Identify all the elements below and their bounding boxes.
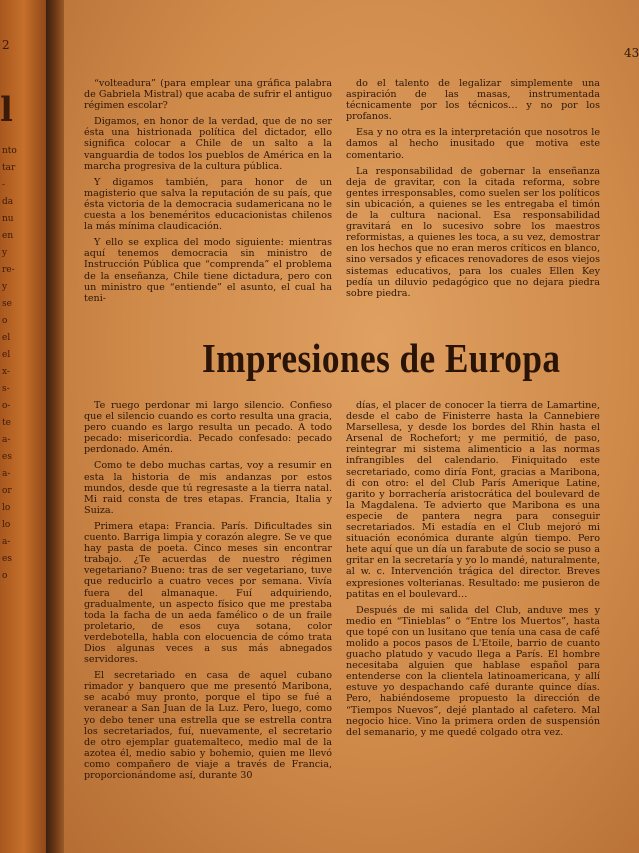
left-page-text-fragment: te [2, 418, 11, 428]
left-page-number: 2 [2, 38, 10, 52]
left-page-text-fragment: or [2, 486, 12, 496]
left-page-text-fragment: el [2, 350, 11, 360]
top-right-paragraph: La responsabilidad de gobernar la enseñanza deja de gravitar, con la citada reforma, sobre gentes irresponsables, como suelen ser los políticos sin ubicación, a quienes se les entregaba el timón de la cultura nacional. Esa responsabilidad gravitará en lo sucesivo sobre los maestros reformistas, a quienes les toca, a su vez, demostrar en los hechos que no eran meros críticos en blanco, sino versados y eficaces renovadores de esos viejos sistemas educativos, para los cuales Ellen Key pedía un diluvio pedagógico que no dejara piedra sobre piedra. [346, 165, 600, 299]
left-page-edge [0, 0, 48, 853]
page-number: 43 [624, 46, 639, 60]
left-page-text-fragment: y [2, 282, 8, 292]
left-page-text-fragment: nto [2, 146, 17, 156]
bottom-left-paragraph: Como te debo muchas cartas, voy a resumir en esta la historia de mis andanzas por estos mundos, desde que tú regresaste a la tierra natal. Mi raid consta de tres etapas. Francia, Italia y Suiza. [84, 460, 332, 516]
left-page-text-fragment: y [2, 248, 8, 258]
left-page-text-fragment: tar [2, 163, 16, 173]
top-right-column [346, 78, 600, 304]
left-page-text-fragment: nu [2, 214, 14, 224]
top-left-column [84, 78, 332, 309]
left-page-text-fragment: en [2, 231, 14, 241]
top-left-paragraph: Y digamos también, para honor de un magisterio que salva la reputación de su país, que ésta victoria de la democracia sudamericana no le cuesta a los beneméritos educacionistas chilenos la más mínima claudicación. [84, 176, 332, 233]
left-page-fragment-large: l [0, 90, 13, 130]
left-page-text-fragment: a- [2, 537, 11, 547]
bottom-right-column [346, 400, 600, 743]
left-page-text-fragment: o [2, 316, 8, 326]
left-page-text-fragment: da [2, 197, 14, 207]
left-page-text-fragment: o- [2, 401, 11, 411]
bottom-left-paragraph: Te ruego perdonar mi largo silencio. Confieso que el silencio cuando es corto resulta una gracia, pero cuando es largo resulta un pecado. A todo pecado: misericordia. Pecado confesado: pecado perdonado. Amén. [84, 400, 332, 456]
top-right-paragraph: do el talento de legalizar simplemente una aspiración de las masas, instrumentada técnicamente por los técnicos… y no por los profanos. [346, 78, 600, 123]
left-page-text-fragment: se [2, 299, 12, 309]
left-page-text-fragment: s- [2, 384, 10, 394]
left-page-text-fragment: es [2, 452, 12, 462]
left-page-text-fragment: - [2, 180, 6, 190]
left-page-text-fragment: x- [2, 367, 10, 377]
bottom-right-paragraph: Después de mi salida del Club, anduve mes y medio en “Tinieblas” o “Entre los Muertos”, hasta que topé con un lusitano que tenía una casa de café molido a pocos pasos de L'Etoile, barrio de cuanto guacho platudo y vacudo llega a París. El hombre necesitaba alguien que hablase español para entenderse con la clientela latinoamericana, y allí estuve yo despachando café durante quince días. Pero, habiéndoseme propuesto la dirección de “Tiempos Nuevos”, dejé plantado al cafetero. Mal negocio hice. Vino la primera orden de suspensión del semanario, y me quedé colgado otra vez. [346, 604, 600, 738]
left-page-text-fragment: lo [2, 503, 11, 513]
top-left-paragraph: “volteadura” (para emplear una gráfica palabra de Gabriela Mistral) que acaba de sufrir el antiguo régimen escolar? [84, 78, 332, 112]
bottom-left-paragraph: Primera etapa: Francia. París. Dificultades sin cuento. Barriga limpia y corazón alegre. Se ve que hay pasta de poeta. Cinco meses sin encontrar trabajo. ¿Te acuerdas de nuestro régimen vegetariano? Bueno: tras de ser vegetariano, tuve que reducirlo a cuatro veces por semana. Vivía fuera del almanaque. Fuí adquiriendo, gradualmente, un aspecto físico que me prestaba toda la facha de un aeda famélico o de un fraile proletario, de esos cuya sotana, color verdebotella, habla con elocuencia de cómo trata Dios algunas veces a sus más abnegados servidores. [84, 520, 332, 666]
left-page-text-fragment: lo [2, 520, 11, 530]
bottom-right-paragraph: días, el placer de conocer la tierra de Lamartine, desde el cabo de Finisterre hasta la Cannebiere Marsellesa, y desde los bordes del Rhin hasta el Arsenal de Rochefort; y me permitió, de paso, reintegrar mi sistema alimenticio a las normas infrangibles del calendario. Finiquitado este secretariado, como diría Font, gracias a Maribona, di con otro: el del Club París Amerique Latine, garito y borrachería aristocrática del boulevard de la Magdalena. Te advierto que Maribona es una especie de pantera negra para conseguir secretariados. Mi estadía en el Club mejoró mi situación económica durante algún tiempo. Pero hete aquí que un día un farabute de socio se puso a gritar en la secretaría y yo lo mandé, naturalmente, al w. c. Intervención trágica del director. Breves expresiones volterianas. Resultado: me pusieron de patitas en el boulevard… [346, 400, 600, 600]
top-right-paragraph: Esa y no otra es la interpretación que nosotros le damos al hecho inusitado que motiva este comentario. [346, 127, 600, 161]
left-page-text-fragment: a- [2, 435, 11, 445]
magazine-page [64, 0, 639, 853]
top-left-paragraph: Digamos, en honor de la verdad, que de no ser ésta una histrionada política del dictador, ello significa colocar a Chile de un salto a la vanguardia de todos los pueblos de América en la marcha progresiva de la cultura pública. [84, 116, 332, 172]
left-page-text-fragment: o [2, 571, 8, 581]
left-page-text-fragment: re- [2, 265, 15, 275]
left-page-text-fragment: a- [2, 469, 11, 479]
left-page-text-fragment: es [2, 554, 12, 564]
bottom-left-paragraph: El secretariado en casa de aquel cubano rimador y banquero que me presentó Maribona, se acabó muy pronto, porque el tipo se fué a veranear a San Juan de la Luz. Pero, luego, como yo debo tener una estrella que se estrella contra los secretariados, fuí, nuevamente, el secretario de otro ejemplar guatemalteco, medio mal de la azotea él, medio sabio y bohemio, quien me llevó como compañero de viaje a través de Francia, proporcionándome así, durante 30 [84, 670, 332, 781]
bottom-left-column [84, 400, 332, 786]
article-title: Impresiones de Europa [202, 335, 561, 381]
left-page-text-fragment: el [2, 333, 11, 343]
top-left-paragraph: Y ello se explica del modo siguiente: mientras aquí tenemos democracia sin ministro de Instrucción Pública que “comprenda” el problema de la enseñanza, Chile tiene dictadura, pero con un ministro que “entiende” el asunto, el cual ha teni- [84, 237, 332, 304]
